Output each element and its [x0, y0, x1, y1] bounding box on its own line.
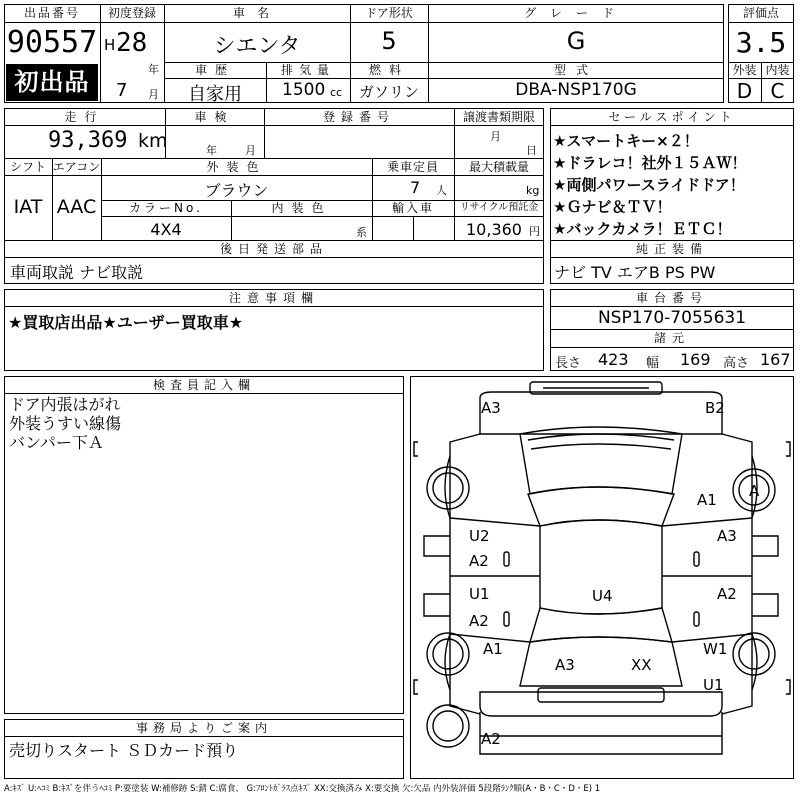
capacity-unit: 人 [436, 184, 447, 197]
lot-number-label: 出品番号 [23, 6, 80, 20]
specs-label: 諸元 [653, 331, 690, 345]
length-label: 長さ [555, 356, 582, 371]
max-load-label: 最大積載量 [468, 160, 529, 174]
grade: G [566, 27, 586, 55]
genuine-equipment: ナビ TV エアB PS PW [554, 263, 716, 282]
damage-rear-left: A3 [555, 656, 575, 674]
score-label: 評価点 [742, 6, 779, 20]
inspector-line-3: バンパー下Ａ [9, 433, 104, 452]
displacement-unit: cc [330, 86, 343, 99]
damage-legend: A:ｷｽﾞ U:ﾍｺﾐ B:ｷｽﾞを伴うﾍｺﾐ P:要塗装 W:補修跡 S:錆 C:腐食、 G:ﾌﾛﾝﾄｶﾞﾗｽ点ｷｽﾞ XX:交換済み X:要交換 欠:欠品 内外装評価 5段階ﾗﾝｸ順(A・B・C・D・E) 1 [4, 784, 601, 794]
length: 423 [598, 350, 629, 369]
later-parts-label: 後日発送部品 [219, 242, 328, 256]
width: 169 [680, 350, 711, 369]
sales-point-3: ★両側パワースライドドア！ [553, 176, 745, 194]
damage-front-left-corner: A3 [481, 399, 501, 417]
inspection-month-unit: 月 [245, 144, 256, 157]
history: 自家用 [188, 84, 242, 105]
damage-left-rear-door: U1 [469, 585, 490, 603]
notes-label: 注意事項欄 [228, 291, 319, 305]
first-reg-label: 初度登録 [107, 6, 156, 20]
damage-right-rear-fender: W1 [703, 640, 728, 658]
model: DBA-NSP170G [515, 80, 637, 100]
inspection-year-unit: 年 [206, 144, 217, 157]
damage-right-front-door: A3 [717, 527, 737, 545]
model-label: 型式 [553, 63, 598, 77]
transfer-docs-label: 譲渡書類期限 [462, 110, 535, 124]
first-reg-year-unit: 年 [148, 63, 159, 76]
int-color-unit: 系 [356, 226, 367, 239]
ext-color: ブラウン [204, 181, 269, 200]
reg-number-label: 登録番号 [322, 110, 395, 124]
damage-left-rear-door-lower: A2 [469, 612, 489, 630]
mileage: 93,369 [48, 128, 128, 153]
damage-left-front-door-lower: A2 [469, 552, 489, 570]
score: 3.5 [735, 26, 787, 59]
inspector-label: 検査員記入欄 [152, 378, 255, 392]
chassis-label: 車台番号 [635, 291, 708, 305]
damage-rear-bumper: A2 [481, 730, 501, 748]
interior-grade: C [770, 79, 785, 103]
displacement: 1500 [282, 80, 326, 100]
import-label: 輸入車 [391, 201, 434, 215]
recycle-label: リサイクル預託金 [459, 202, 539, 213]
aircon-label: エアコン [52, 160, 101, 174]
inspector-line-2: 外装うすい線傷 [9, 414, 122, 433]
ext-color-label: 外装色 [206, 160, 267, 174]
damage-roof: U4 [592, 587, 613, 605]
color-no-label: カラーNo. [129, 201, 203, 215]
genuine-label: 純正装備 [635, 242, 708, 256]
first-reg-year: 28 [116, 28, 148, 58]
fuel-label: 燃料 [368, 63, 409, 77]
first-listing-label: 初出品 [14, 68, 90, 96]
damage-right-front-wheel: A [749, 482, 760, 500]
notes: ★買取店出品★ユーザー買取車★ [8, 313, 244, 332]
mileage-label: 走行 [64, 110, 105, 124]
capacity: 7 [410, 178, 421, 197]
damage-right-front-fender: A1 [697, 491, 717, 509]
height: 167 [760, 350, 791, 369]
fuel: ガソリン [358, 83, 419, 101]
grade-label: グレード [523, 6, 628, 20]
chassis-number: NSP170-7055631 [597, 308, 747, 328]
transfer-month-unit: 月 [490, 130, 501, 143]
sales-point-2: ★ドラレコ！社外１５ＡＷ！ [553, 154, 747, 172]
recycle: 10,360 [466, 220, 522, 239]
recycle-unit: 円 [529, 225, 540, 238]
displacement-label: 排気量 [280, 63, 335, 77]
door-type: 5 [381, 27, 397, 55]
first-reg-era: H [104, 36, 116, 54]
car-diagram [410, 376, 794, 779]
damage-rear-center: XX [631, 656, 652, 674]
door-type-label: ドア形状 [365, 6, 413, 20]
mileage-unit: km [138, 130, 168, 152]
office-label: 事務局よりご案内 [135, 721, 272, 735]
exterior-grade: D [736, 79, 753, 103]
transfer-day-unit: 日 [526, 144, 537, 157]
damage-left-rear-fender: A1 [483, 640, 503, 658]
damage-front-right-corner: B2 [705, 399, 725, 417]
sales-points-label: セールスポイント [608, 110, 736, 124]
drive-type: 4X4 [150, 220, 182, 239]
damage-left-front-door: U2 [469, 527, 490, 545]
int-color-label: 内装色 [271, 201, 332, 215]
damage-right-rear-fender-lower: U1 [703, 676, 724, 694]
sales-point-5: ★バックカメラ！ＥＴＣ！ [553, 220, 732, 238]
inspector-line-1: ドア内張はがれ [9, 395, 121, 414]
history-label: 車歴 [194, 63, 235, 77]
inspection-label: 車検 [194, 110, 235, 124]
sales-point-4: ★Ｇナビ＆ＴＶ！ [553, 198, 672, 216]
car-name: シエンタ [213, 34, 301, 59]
aircon: AAC [56, 196, 97, 218]
lot-number: 90557 [6, 25, 98, 60]
width-label: 幅 [646, 356, 660, 371]
later-parts: 車両取説 ナビ取説 [10, 263, 144, 282]
car-name-label: 車名 [232, 6, 281, 20]
exterior-grade-label: 外装 [732, 63, 757, 77]
interior-grade-label: 内装 [765, 63, 790, 77]
shift: IAT [13, 196, 43, 218]
office-notice: 売切りスタート ＳＤカード預り [9, 741, 239, 760]
first-reg-month: 7 [116, 80, 128, 101]
first-reg-month-unit: 月 [148, 88, 159, 101]
capacity-label: 乗車定員 [386, 160, 439, 174]
damage-right-rear-door: A2 [717, 585, 737, 603]
sales-point-1: ★スマートキー×２！ [553, 132, 699, 150]
shift-label: シフト [9, 160, 46, 174]
height-label: 高さ [723, 356, 750, 371]
max-load-unit: kg [526, 184, 540, 197]
